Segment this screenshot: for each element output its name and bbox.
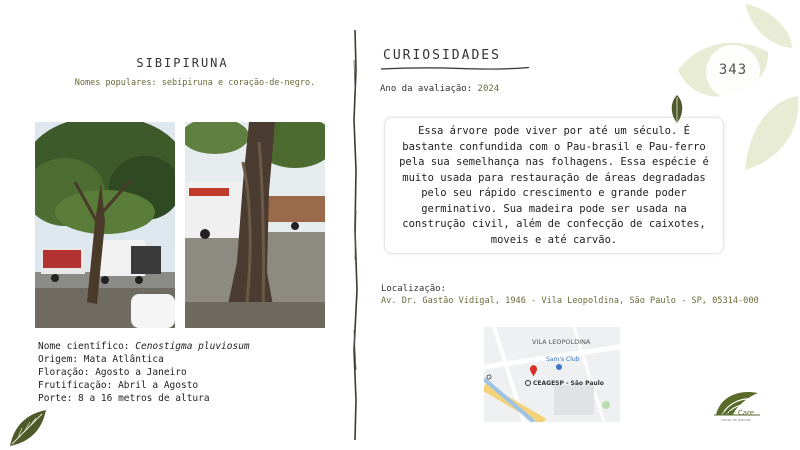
location-label: Localização:	[381, 284, 447, 294]
map-place-2: CEAGESP - São Paulo	[533, 380, 604, 387]
scientific-name-row	[38, 340, 250, 353]
evaluation-year	[380, 84, 499, 94]
scientific-name-value: Cenostigma pluviosum	[135, 341, 250, 352]
leaf-decoration	[670, 0, 800, 180]
location-map[interactable]	[484, 327, 620, 422]
size: Porte: 8 a 16 metros de altura	[38, 393, 210, 404]
vertical-divider	[348, 30, 362, 440]
flowering: Floração: Agosto a Janeiro	[38, 367, 187, 378]
title-underline	[381, 64, 529, 72]
tree-photo-canopy	[35, 122, 175, 328]
curiosities-title: CURIOSIDADES	[383, 48, 501, 63]
brand-name: Plant Care	[717, 409, 755, 417]
leaf-bottom-icon	[8, 408, 48, 448]
location-address: Av. Dr. Gastão Vidigal, 1946 - Vila Leopoldina, São Paulo - SP, 05314-000	[381, 296, 759, 306]
map-district: VILA LEOPOLDINA	[532, 338, 591, 346]
page-number: 343	[718, 62, 748, 78]
tree-photo-trunk	[185, 122, 325, 328]
species-name: SIBIPIRUNA	[136, 56, 229, 70]
brand-tagline: censo de plantas	[721, 418, 751, 422]
species-details	[38, 340, 250, 405]
origin: Origem: Mata Atlântica	[38, 354, 164, 365]
popular-names: Nomes populares: sebipiruna e coração-de-negro.	[74, 78, 316, 88]
curiosities-text: Essa árvore pode viver por até um século. É bastante confundida com o Pau-brasil e Pau-ferro pela sua semelhança nas folhagens. Essa espécie é muito usada para restauração de áreas degradadas pelo seu rápido crescimento e grande poder germinativo. Sua madeira pode ser usada na construção civil, além de confecção de caixotes, moveis e até carvão.	[384, 117, 724, 254]
map-place-1: Sam's Club	[546, 356, 580, 363]
evaluation-value: 2024	[477, 84, 500, 94]
evaluation-label: Ano da avaliação:	[380, 84, 473, 94]
fruiting: Frutificação: Abril a Agosto	[38, 380, 199, 391]
leaf-icon	[668, 94, 686, 124]
scientific-name-label: Nome científico:	[38, 341, 130, 352]
